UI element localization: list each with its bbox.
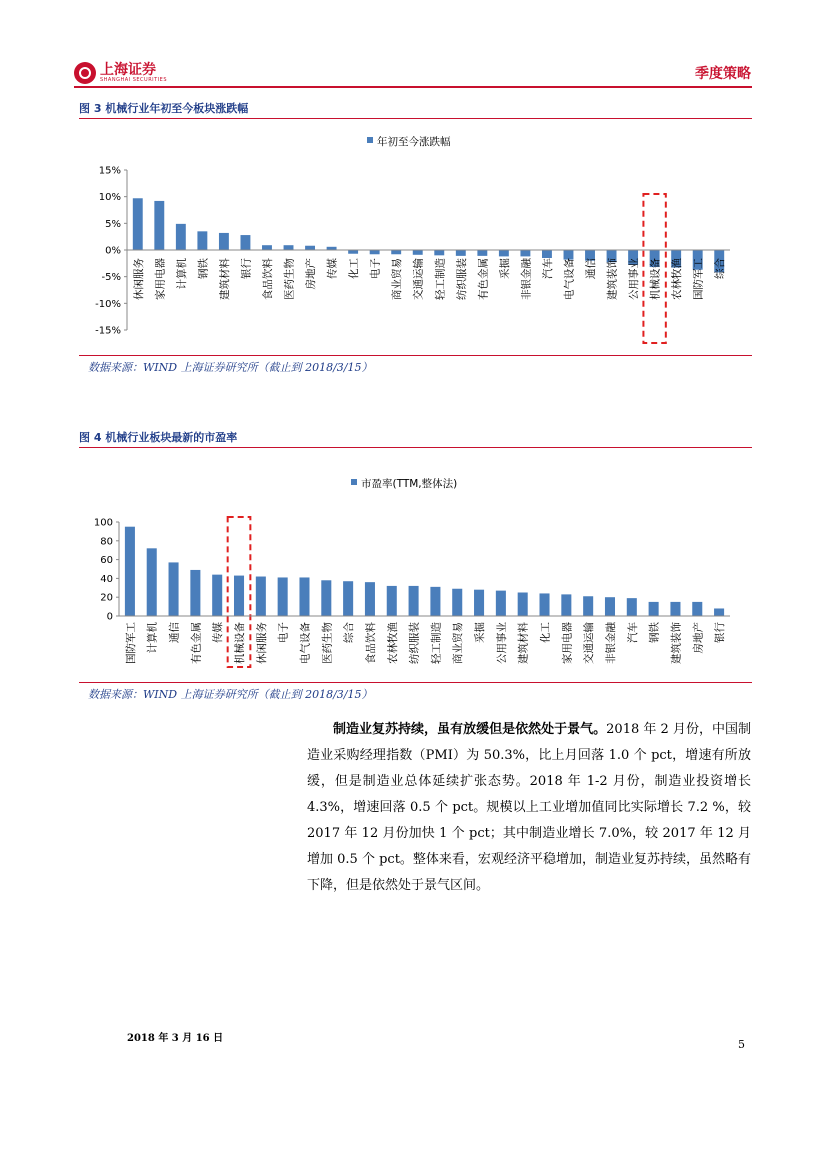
- x-category-label: 非银金融: [520, 258, 533, 300]
- bar-商业贸易: [391, 250, 401, 254]
- x-category-label: 综合: [714, 258, 727, 279]
- bar-电气设备: [299, 577, 309, 616]
- x-category-label: 建筑材料: [517, 622, 530, 664]
- y-tick-label: -15%: [95, 325, 121, 337]
- x-category-label: 建筑装饰: [606, 258, 619, 300]
- x-category-label: 国防军工: [692, 258, 705, 300]
- figure3-title: 图 3 机械行业年初至今板块涨跌幅: [79, 102, 249, 115]
- x-category-label: 传媒: [326, 258, 339, 279]
- y-tick-label: 20: [100, 592, 113, 604]
- x-category-label: 电子: [369, 258, 382, 279]
- y-tick-label: 80: [100, 536, 113, 548]
- y-tick-label: 100: [93, 517, 113, 529]
- bar-建筑材料: [219, 233, 229, 250]
- bar-计算机: [176, 224, 186, 250]
- y-tick-label: 10%: [98, 192, 121, 204]
- x-category-label: 交通运输: [583, 622, 596, 664]
- x-category-label: 电气设备: [563, 258, 576, 301]
- y-tick-label: 5%: [105, 218, 121, 230]
- figure4-title: 图 4 机械行业板块最新的市盈率: [79, 431, 238, 444]
- x-category-label: 电子: [277, 622, 290, 643]
- x-category-label: 轻工制造: [430, 622, 443, 664]
- bar-化工: [539, 593, 549, 616]
- bar-交通运输: [413, 250, 423, 255]
- x-category-label: 医药生物: [283, 258, 296, 300]
- x-category-label: 计算机: [146, 622, 159, 654]
- bar-轻工制造: [430, 587, 440, 616]
- body-paragraph: [307, 717, 751, 899]
- bar-医药生物: [284, 245, 294, 250]
- x-category-label: 汽车: [626, 622, 639, 643]
- bar-有色金属: [190, 570, 200, 616]
- y-tick-label: 0%: [105, 245, 121, 257]
- x-category-label: 化工: [348, 258, 361, 279]
- company-logo: [74, 62, 167, 84]
- bar-银行: [714, 608, 724, 616]
- bar-商业贸易: [452, 589, 462, 616]
- bar-房地产: [692, 602, 702, 616]
- x-category-label: 食品饮料: [261, 258, 274, 300]
- x-category-label: 农林牧渔: [671, 258, 684, 300]
- bar-汽车: [627, 598, 637, 616]
- x-category-label: 通信: [168, 622, 181, 643]
- x-category-label: 公用事业: [628, 258, 641, 300]
- bar-非银金融: [605, 597, 615, 616]
- report-type-title: 季度策略: [695, 66, 751, 82]
- x-category-label: 电气设备: [299, 622, 312, 664]
- bar-通信: [169, 562, 179, 616]
- legend-label: 年初至今涨跌幅: [377, 136, 451, 148]
- x-category-label: 采掘: [474, 622, 487, 643]
- x-category-label: 农林牧渔: [386, 622, 399, 664]
- bar-非银金融: [520, 250, 530, 256]
- x-category-label: 纺织服装: [408, 622, 421, 664]
- logo-text: 上海证券: [100, 62, 156, 78]
- bar-采掘: [474, 590, 484, 616]
- x-category-label: 钢铁: [197, 258, 210, 279]
- x-category-label: 通信: [585, 258, 598, 279]
- bar-建筑材料: [518, 593, 528, 617]
- bar-公用事业: [496, 591, 506, 616]
- x-category-label: 食品饮料: [364, 622, 377, 664]
- x-category-label: 商业贸易: [452, 622, 465, 664]
- bar-钢铁: [649, 602, 659, 616]
- y-tick-label: 0: [106, 611, 113, 623]
- bar-综合: [343, 581, 353, 616]
- bar-医药生物: [321, 580, 331, 616]
- bar-电子: [278, 577, 288, 616]
- bar-纺织服装: [456, 250, 466, 256]
- x-category-label: 银行: [714, 622, 727, 643]
- bar-农林牧渔: [387, 586, 397, 616]
- x-category-label: 交通运输: [412, 258, 425, 300]
- x-category-label: 国防军工: [124, 622, 137, 664]
- y-tick-label: -10%: [95, 298, 121, 310]
- x-category-label: 采掘: [498, 258, 511, 279]
- x-category-label: 化工: [539, 622, 552, 643]
- bar-采掘: [499, 250, 509, 256]
- bar-休闲服务: [133, 198, 143, 250]
- bar-钢铁: [197, 231, 207, 250]
- legend-swatch: [367, 137, 373, 143]
- figure4-top-rule: [79, 447, 752, 448]
- bar-房地产: [305, 246, 315, 250]
- x-category-label: 有色金属: [190, 622, 203, 664]
- legend-swatch: [351, 479, 357, 485]
- x-category-label: 房地产: [692, 622, 705, 654]
- bar-交通运输: [583, 596, 593, 616]
- x-category-label: 建筑材料: [218, 258, 231, 300]
- x-category-label: 综合: [343, 622, 356, 643]
- x-category-label: 汽车: [541, 258, 554, 279]
- footer-date: 2018 年 3 月 16 日: [127, 1033, 224, 1044]
- logo-subtext: SHANGHAI SECURITIES: [100, 77, 168, 83]
- bar-银行: [240, 235, 250, 250]
- bar-传媒: [212, 575, 222, 616]
- x-category-label: 钢铁: [648, 622, 661, 643]
- bar-家用电器: [561, 594, 571, 616]
- bar-机械设备: [234, 576, 244, 616]
- y-tick-label: -5%: [101, 272, 121, 284]
- legend-label: 市盈率(TTM,整体法): [361, 478, 458, 490]
- x-category-label: 机械设备: [649, 258, 662, 300]
- figure3-bottom-rule: [79, 355, 752, 356]
- x-category-label: 非银金融: [604, 622, 617, 664]
- bar-建筑装饰: [670, 602, 680, 616]
- page-number: 5: [738, 1038, 745, 1051]
- header-divider: [74, 86, 752, 88]
- x-category-label: 公用事业: [495, 622, 508, 664]
- figure4-source: 数据来源：WIND 上海证券研究所（截止到 2018/3/15）: [88, 688, 373, 701]
- bar-家用电器: [154, 201, 164, 250]
- bar-国防军工: [125, 527, 135, 616]
- y-tick-label: 15%: [98, 165, 121, 177]
- bar-计算机: [147, 548, 157, 616]
- x-category-label: 医药生物: [321, 622, 334, 664]
- x-category-label: 计算机: [175, 258, 188, 290]
- bar-轻工制造: [434, 250, 444, 255]
- x-category-label: 家用电器: [561, 622, 574, 664]
- figure3-top-rule: [79, 118, 752, 119]
- x-category-label: 轻工制造: [434, 258, 447, 300]
- x-category-label: 有色金属: [477, 258, 490, 300]
- chart-pe-ratio: [79, 449, 752, 682]
- bar-食品饮料: [262, 245, 272, 250]
- bar-汽车: [542, 250, 552, 258]
- figure4-bottom-rule: [79, 682, 752, 683]
- paragraph-lead: 制造业复苏持续，虽有放缓但是依然处于景气。: [333, 722, 607, 737]
- paragraph-body: 2018 年 2 月份，中国制造业采购经理指数（PMI）为 50.3%，比上月回落 1.0 个 pct，增速有所放缓，但是制造业总体延续扩张态势。2018 年 1-2 月份，制造业投资增长 4.3%，增速回落 0.5 个 pct。规模以上工业增加值同比实际增长 7.2 %，较 2017 年 12 月份加快 1 个 pct；其中制造业增长 7.0%，较 2017 年 12 月增加 0.5 个 pct。整体来看，宏观经济平稳增加，制造业复苏持续，虽然略有下降，但是依然处于景气区间。: [307, 722, 751, 893]
- logo-emblem-icon: [74, 62, 96, 84]
- x-category-label: 休闲服务: [132, 258, 145, 300]
- chart-ytd-change: [79, 120, 752, 355]
- x-category-label: 纺织服装: [455, 258, 468, 300]
- x-category-label: 家用电器: [154, 258, 167, 300]
- x-category-label: 机械设备: [234, 622, 247, 664]
- bar-食品饮料: [365, 582, 375, 616]
- x-category-label: 银行: [240, 258, 253, 279]
- bar-电子: [370, 250, 380, 254]
- x-category-label: 建筑装饰: [670, 622, 683, 664]
- bar-休闲服务: [256, 577, 266, 616]
- x-category-label: 休闲服务: [255, 622, 268, 664]
- y-tick-label: 60: [100, 555, 113, 567]
- y-tick-label: 40: [100, 573, 113, 585]
- figure3-source: 数据来源：WIND 上海证券研究所（截止到 2018/3/15）: [88, 361, 373, 374]
- bar-有色金属: [477, 250, 487, 256]
- x-category-label: 房地产: [305, 258, 318, 290]
- bar-化工: [348, 250, 358, 254]
- x-category-label: 传媒: [212, 622, 225, 643]
- bar-纺织服装: [409, 586, 419, 616]
- x-category-label: 商业贸易: [391, 258, 404, 300]
